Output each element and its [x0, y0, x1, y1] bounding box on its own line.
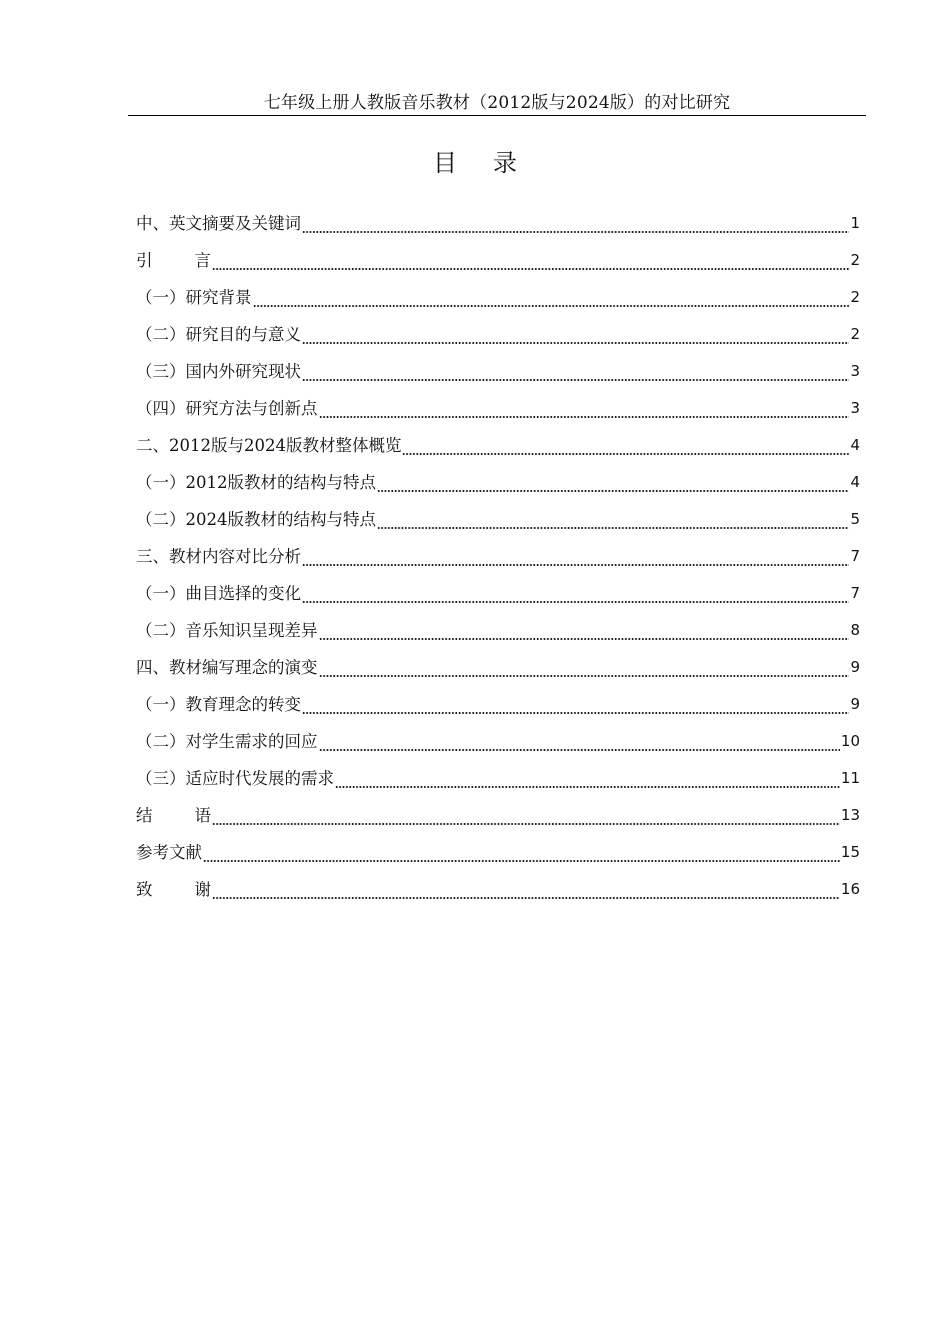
dot-leader	[253, 279, 850, 316]
toc-entry-label: （三）适应时代发展的需求	[136, 769, 334, 788]
toc-entry-page: 15	[840, 843, 860, 861]
toc-entry-background[interactable]	[136, 279, 860, 316]
toc-entry-label: （一）2012版教材的结构与特点	[136, 473, 376, 492]
toc-entry-label: 参考文献	[136, 843, 202, 862]
dot-leader	[212, 871, 840, 908]
toc-entry-conclusion[interactable]	[136, 797, 860, 834]
dot-leader	[302, 575, 849, 612]
toc-entry-page: 4	[850, 473, 860, 491]
toc-entry-page: 3	[850, 399, 860, 417]
toc-entry-page: 10	[840, 732, 860, 750]
toc-title	[0, 146, 950, 180]
toc-entry-label: 中、英文摘要及关键词	[136, 214, 301, 233]
toc-entry-editorial-philosophy[interactable]	[136, 649, 860, 686]
dot-leader	[302, 353, 849, 390]
toc-entry-label: （四）研究方法与创新点	[136, 399, 318, 418]
toc-entry-page: 2	[850, 288, 860, 306]
toc-entry-page: 7	[850, 547, 860, 565]
toc-entry-label-char: 言	[194, 251, 211, 270]
toc-entry-page: 9	[850, 695, 860, 713]
toc-entry-2012-structure[interactable]	[136, 464, 860, 501]
dot-leader	[302, 686, 849, 723]
dot-leader	[319, 723, 840, 760]
toc-entry-abstract[interactable]	[136, 205, 860, 242]
dot-leader	[335, 760, 840, 797]
toc-entry-page: 9	[850, 658, 860, 676]
dot-leader	[212, 242, 849, 279]
toc-entry-label: 二、2012版与2024版教材整体概览	[136, 436, 402, 455]
running-title: 七年级上册人教版音乐教材（2012版与2024版）的对比研究	[263, 93, 731, 113]
dot-leader	[377, 464, 849, 501]
toc-entry-label	[136, 871, 211, 908]
toc-entry-page: 2	[850, 325, 860, 343]
toc-entry-label-char: 致	[136, 880, 153, 899]
toc-entry-acknowledgements[interactable]	[136, 871, 860, 908]
dot-leader	[319, 649, 850, 686]
toc-entry-label: （一）曲目选择的变化	[136, 584, 301, 603]
dot-leader	[203, 834, 840, 871]
toc-entry-label: （二）研究目的与意义	[136, 325, 301, 344]
toc-entry-label: （二）音乐知识呈现差异	[136, 621, 318, 640]
toc-entry-research-status[interactable]	[136, 353, 860, 390]
toc-entry-label: （二）对学生需求的回应	[136, 732, 318, 751]
toc-entry-methods[interactable]	[136, 390, 860, 427]
toc-entry-content-comparison[interactable]	[136, 538, 860, 575]
dot-leader	[402, 427, 849, 464]
dot-leader	[319, 612, 850, 649]
toc-entry-student-needs[interactable]	[136, 723, 860, 760]
toc-entry-label: （一）研究背景	[136, 288, 252, 307]
toc-entry-educational-concept[interactable]	[136, 686, 860, 723]
toc-entry-introduction[interactable]	[136, 242, 860, 279]
toc-entry-purpose[interactable]	[136, 316, 860, 353]
toc-entry-page: 16	[840, 880, 860, 898]
table-of-contents	[136, 205, 860, 908]
dot-leader	[319, 390, 850, 427]
toc-entry-label-char: 语	[194, 806, 211, 825]
toc-entry-label: （一）教育理念的转变	[136, 695, 301, 714]
toc-entry-page: 1	[850, 214, 860, 232]
toc-entry-label: （三）国内外研究现状	[136, 362, 301, 381]
dot-leader	[302, 316, 849, 353]
toc-entry-page: 7	[850, 584, 860, 602]
toc-entry-label-char: 谢	[194, 880, 211, 899]
toc-entry-era-development[interactable]	[136, 760, 860, 797]
toc-entry-repertoire[interactable]	[136, 575, 860, 612]
dot-leader	[302, 538, 849, 575]
toc-entry-label: 三、教材内容对比分析	[136, 547, 301, 566]
dot-leader	[377, 501, 849, 538]
toc-entry-page: 11	[840, 769, 860, 787]
dot-leader	[302, 205, 849, 242]
toc-entry-label	[136, 797, 211, 834]
toc-entry-page: 3	[850, 362, 860, 380]
toc-entry-page: 13	[840, 806, 860, 824]
toc-entry-label: （二）2024版教材的结构与特点	[136, 510, 376, 529]
page-header	[128, 91, 866, 116]
toc-title-char-2: 录	[493, 149, 517, 177]
toc-entry-overview[interactable]	[136, 427, 860, 464]
toc-entry-page: 4	[850, 436, 860, 454]
toc-entry-2024-structure[interactable]	[136, 501, 860, 538]
toc-entry-label	[136, 242, 211, 279]
toc-entry-page: 5	[850, 510, 860, 528]
toc-entry-label-char: 引	[136, 251, 153, 270]
toc-entry-page: 8	[850, 621, 860, 639]
toc-entry-references[interactable]	[136, 834, 860, 871]
dot-leader	[212, 797, 840, 834]
toc-title-char-1: 目	[433, 149, 457, 177]
toc-entry-label: 四、教材编写理念的演变	[136, 658, 318, 677]
toc-entry-music-knowledge[interactable]	[136, 612, 860, 649]
toc-entry-page: 2	[850, 251, 860, 269]
toc-entry-label-char: 结	[136, 806, 153, 825]
